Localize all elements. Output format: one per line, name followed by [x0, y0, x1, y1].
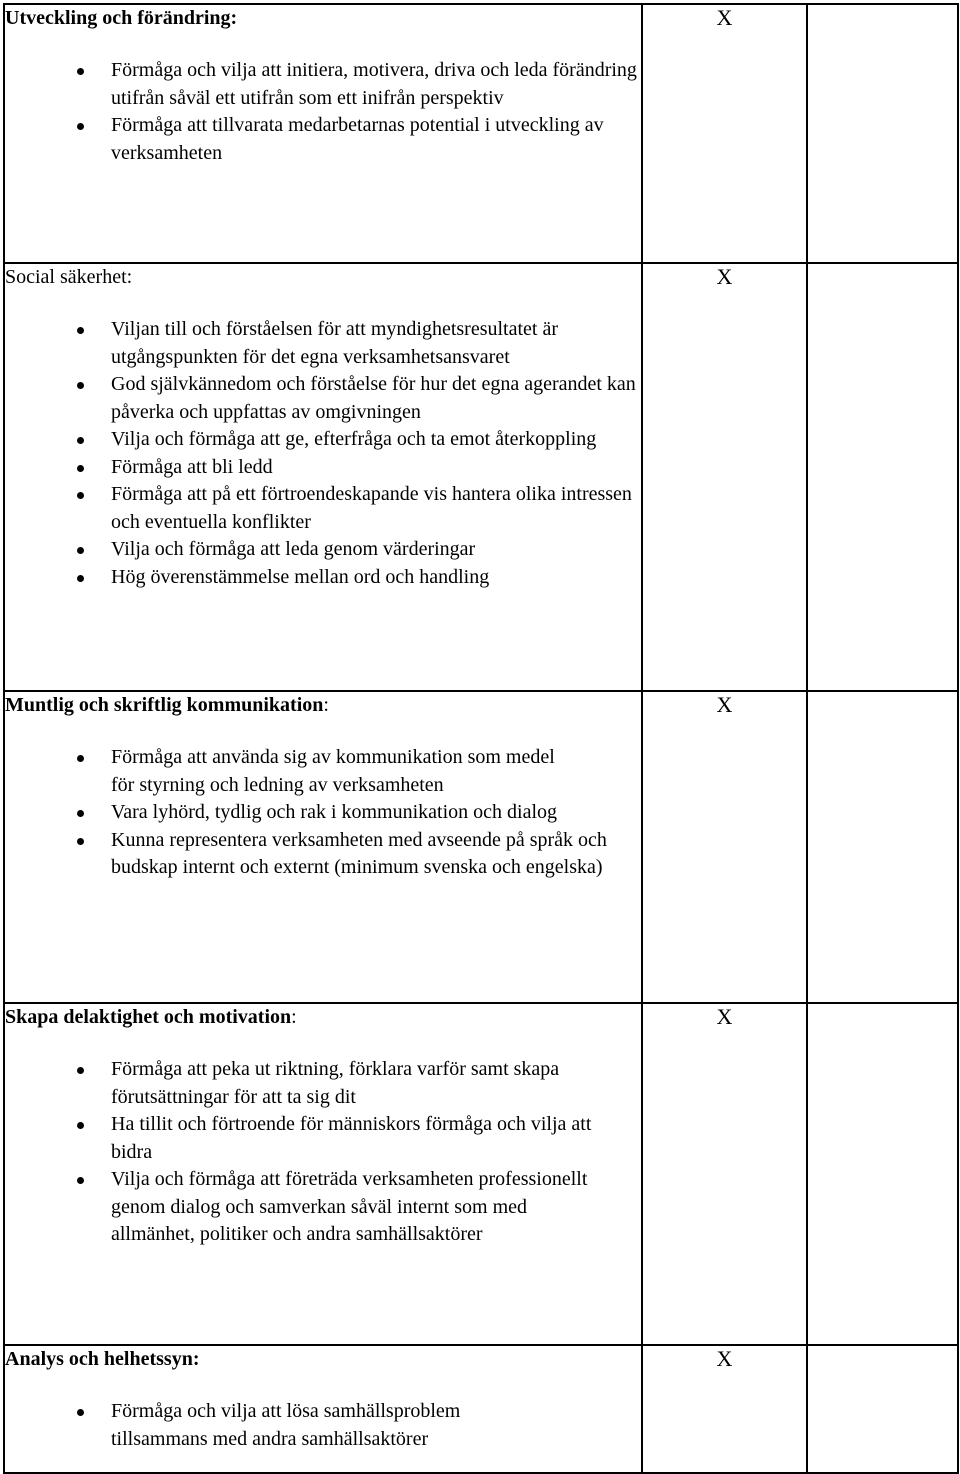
section-title	[5, 1346, 641, 1372]
section-title-normal: Social säkerhet:	[5, 266, 133, 288]
list-item	[5, 316, 641, 371]
section-title	[5, 5, 641, 31]
bullet-dot-icon	[77, 382, 84, 389]
list-item-text: Kunna representera verksamheten med avseende på språk och budskap internt och externt (minimum svenska och engelska)	[111, 828, 607, 878]
assessment-mark-cell	[642, 263, 807, 691]
bullet-list	[5, 316, 641, 591]
bullet-dot-icon	[77, 327, 84, 334]
list-item	[5, 564, 641, 592]
list-item	[5, 799, 641, 827]
list-item-text: Ha tillit och förtroende för människors förmåga och vilja att bidra	[111, 1113, 592, 1163]
bullet-list	[5, 1056, 641, 1249]
competency-table	[3, 3, 959, 1474]
list-item-text: Förmåga att tillvarata medarbetarnas potential i utveckling av verksamheten	[111, 114, 604, 164]
section-title-normal: :	[291, 1006, 297, 1028]
section-row	[4, 4, 958, 263]
list-item	[5, 481, 641, 536]
assessment-mark-cell	[642, 4, 807, 263]
list-item	[5, 1166, 641, 1249]
list-item	[5, 57, 641, 112]
list-item-text: Förmåga att på ett förtroendeskapande vis hantera olika intressen och eventuella konflikter	[111, 483, 632, 533]
list-item-text: Förmåga att peka ut riktning, förklara varför samt skapa förutsättningar för att ta sig dit	[111, 1058, 560, 1108]
list-item-text: Vara lyhörd, tydlig och rak i kommunikation och dialog	[111, 801, 558, 823]
empty-cell	[807, 4, 958, 263]
list-item-text: Förmåga att använda sig av kommunikation som medel för styrning och ledning av verksamheten	[111, 746, 555, 796]
section-title-bold: Analys och helhetssyn:	[5, 1348, 200, 1370]
section-content-cell	[4, 263, 642, 691]
section-content-cell	[4, 691, 642, 1003]
bullet-dot-icon	[77, 1177, 84, 1184]
list-item	[5, 112, 641, 167]
section-row	[4, 1345, 958, 1473]
bullet-dot-icon	[77, 1122, 84, 1129]
bullet-list	[5, 1398, 641, 1453]
list-item-text: Förmåga att bli ledd	[111, 455, 273, 478]
list-item	[5, 1111, 641, 1166]
bullet-dot-icon	[77, 68, 84, 75]
bullet-dot-icon	[77, 838, 84, 845]
bullet-dot-icon	[77, 810, 84, 817]
bullet-dot-icon	[77, 465, 84, 472]
list-item-text: Förmåga och vilja att lösa samhällsproblem tillsammans med andra samhällsaktörer	[111, 1400, 461, 1450]
section-title-normal: :	[323, 694, 329, 716]
bullet-dot-icon	[77, 1409, 84, 1416]
list-item	[5, 744, 641, 799]
assessment-mark-cell	[642, 691, 807, 1003]
list-item-text: Vilja och förmåga att ge, efterfråga och ta emot återkoppling	[111, 428, 597, 450]
list-item-text: God självkännedom och förståelse för hur det egna agerandet kan påverka och uppfattas av omgivningen	[111, 373, 636, 423]
list-item-text: Viljan till och förståelsen för att myndighetsresultatet är utgångspunkten för det egna verksamhetsansvaret	[111, 318, 559, 368]
section-row	[4, 263, 958, 691]
bullet-dot-icon	[77, 492, 84, 499]
section-title	[5, 264, 641, 290]
list-item-text: Vilja och förmåga att leda genom värderingar	[111, 538, 476, 560]
bullet-list	[5, 57, 641, 167]
section-title	[5, 692, 641, 718]
assessment-mark: X	[716, 692, 733, 717]
bullet-dot-icon	[77, 1067, 84, 1074]
section-title-bold: Muntlig och skriftlig kommunikation	[5, 694, 324, 716]
section-title-bold: Skapa delaktighet och motivation	[5, 1006, 292, 1028]
bullet-dot-icon	[77, 437, 84, 444]
empty-cell	[807, 263, 958, 691]
section-row	[4, 691, 958, 1003]
assessment-mark-cell	[642, 1345, 807, 1473]
assessment-mark: X	[716, 1346, 733, 1371]
bullet-dot-icon	[77, 575, 84, 582]
assessment-mark-cell	[642, 1003, 807, 1345]
list-item-text: Vilja och förmåga att företräda verksamheten professionellt genom dialog och samverkan såväl internt som med allmänhet, politiker och andra samhällsaktörer	[111, 1168, 588, 1245]
list-item-text: Förmåga och vilja att initiera, motivera, driva och leda förändring utifrån såväl ett utifrån som ett inifrån perspektiv	[111, 59, 637, 109]
assessment-mark: X	[716, 5, 733, 30]
bullet-dot-icon	[77, 755, 84, 762]
list-item	[5, 1398, 641, 1453]
bullet-dot-icon	[77, 123, 84, 130]
list-item	[5, 536, 641, 564]
table-body	[4, 4, 958, 1473]
section-content-cell	[4, 1003, 642, 1345]
list-item-text: Hög överenstämmelse mellan ord och handling	[111, 565, 490, 588]
assessment-mark: X	[716, 1004, 733, 1029]
list-item	[5, 371, 641, 426]
empty-cell	[807, 1003, 958, 1345]
list-item	[5, 827, 641, 882]
section-content-cell	[4, 1345, 642, 1473]
bullet-dot-icon	[77, 547, 84, 554]
assessment-mark: X	[716, 264, 733, 289]
section-title	[5, 1004, 641, 1030]
empty-cell	[807, 691, 958, 1003]
section-title-bold: Utveckling och förändring:	[5, 7, 238, 29]
list-item	[5, 454, 641, 482]
section-content-cell	[4, 4, 642, 263]
list-item	[5, 426, 641, 454]
bullet-list	[5, 744, 641, 882]
list-item	[5, 1056, 641, 1111]
empty-cell	[807, 1345, 958, 1473]
section-row	[4, 1003, 958, 1345]
